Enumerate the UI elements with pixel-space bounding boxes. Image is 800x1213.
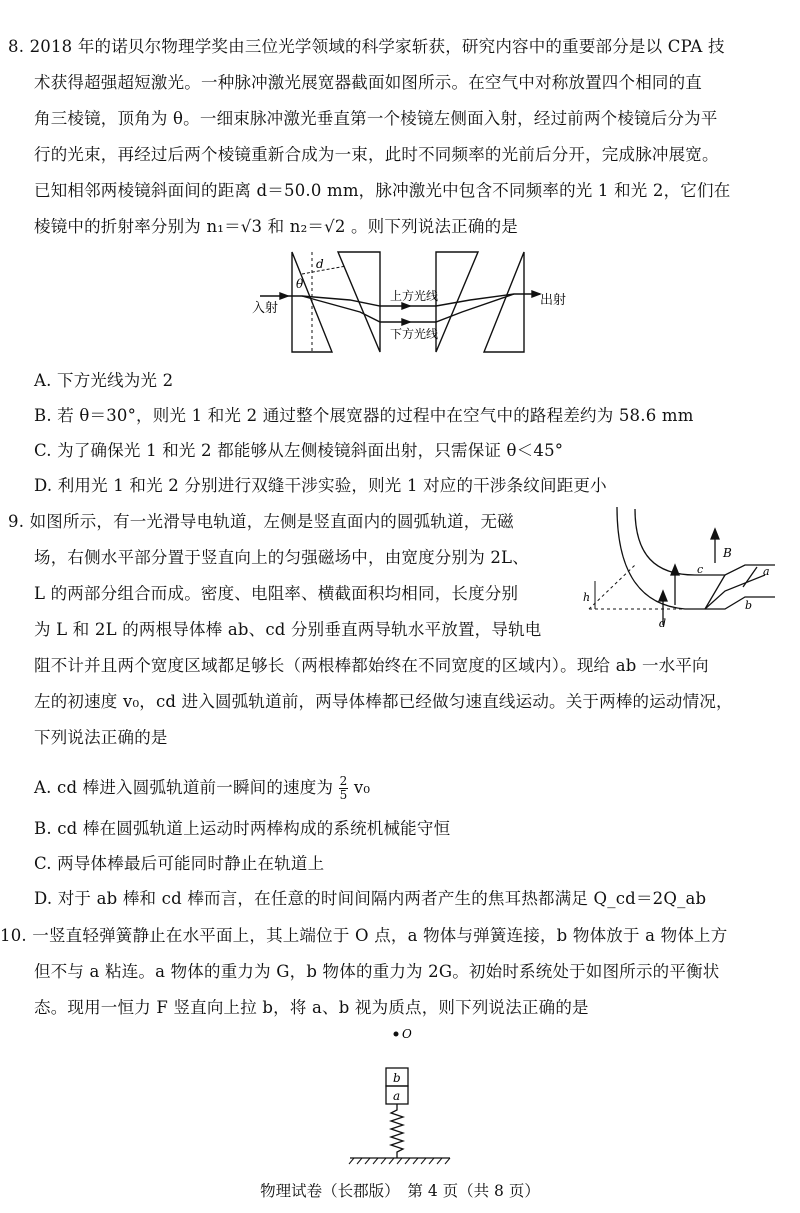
q9-line-7: 下列说法正确的是 bbox=[34, 728, 168, 747]
label-c: c bbox=[697, 563, 704, 576]
q8-prism-figure bbox=[250, 248, 570, 360]
q8-option-a: A. 下方光线为光 2 bbox=[34, 371, 174, 390]
label-d: d bbox=[659, 617, 667, 630]
label-d: d bbox=[316, 257, 324, 271]
page-footer: 物理试卷（长郡版） 第 4 页（共 8 页） bbox=[260, 1182, 540, 1200]
q9-line-2: 场，右侧水平部分置于竖直向上的匀强磁场中，由宽度分别为 2L、 bbox=[34, 548, 529, 567]
arc-track-left bbox=[617, 507, 765, 609]
fraction bbox=[339, 775, 349, 802]
fraction-numerator: 2 bbox=[339, 774, 348, 788]
q8-line-6: 棱镜中的折射率分别为 n₁＝√3 和 n₂＝√2 。则下列说法正确的是 bbox=[34, 217, 518, 236]
point-o bbox=[394, 1032, 399, 1037]
q9-option-a-suffix: v₀ bbox=[353, 778, 371, 797]
q9-option-b: B. cd 棒在圆弧轨道上运动时两棒构成的系统机械能守恒 bbox=[34, 819, 451, 838]
q8-option-c: C. 为了确保光 1 和光 2 都能够从左侧棱镜斜面出射，只需保证 θ＜45° bbox=[34, 441, 564, 460]
q9-line-6: 左的初速度 v₀，cd 进入圆弧轨道前，两导体棒都已经做匀速直线运动。关于两棒的运动情况， bbox=[34, 692, 733, 711]
fraction-denominator: 5 bbox=[339, 788, 348, 802]
label-out: 出射 bbox=[540, 293, 567, 308]
q8-option-d: D. 利用光 1 和光 2 分别进行双缝干涉实验，则光 1 对应的干涉条纹间距更小 bbox=[34, 476, 607, 495]
arc-track-right bbox=[635, 509, 775, 575]
q8-line-3: 角三棱镜，顶角为 θ。一细束脉冲激光垂直第一个棱镜左侧面入射，经过前两个棱镜后分为平 bbox=[34, 109, 718, 128]
q10-line-1: 10. 一竖直轻弹簧静止在水平面上，其上端位于 O 点，a 物体与弹簧连接，b 物体放于 a 物体上方 bbox=[0, 926, 728, 945]
label-O: O bbox=[402, 1027, 412, 1041]
q9-option-a bbox=[34, 775, 370, 802]
q9-rail-figure bbox=[575, 505, 780, 630]
label-a: a bbox=[763, 565, 770, 578]
label-h: h bbox=[583, 591, 591, 604]
q8-line-1: 8. 2018 年的诺贝尔物理学奖由三位光学领域的科学家斩获，研究内容中的重要部分是以 CPA 技 bbox=[8, 37, 725, 56]
q8-line-4: 行的光束，再经过后两个棱镜重新合成为一束，此时不同频率的光前后分开，完成脉冲展宽。 bbox=[34, 145, 719, 164]
q10-spring-figure bbox=[340, 1024, 460, 1170]
q8-line-2: 术获得超强超短激光。一种脉冲激光展宽器截面如图所示。在空气中对称放置四个相同的直 bbox=[34, 73, 702, 92]
q9-option-d: D. 对于 ab 棒和 cd 棒而言，在任意的时间间隔内两者产生的焦耳热都满足 Q_cd＝2Q_ab bbox=[34, 889, 707, 908]
label-B: B bbox=[723, 546, 732, 560]
label-b-block: b bbox=[393, 1071, 401, 1085]
label-a-block: a bbox=[393, 1089, 401, 1103]
q10-line-2: 但不与 a 粘连。a 物体的重力为 G，b 物体的重力为 2G。初始时系统处于如图所示的平衡状 bbox=[34, 962, 720, 981]
q8-line-5: 已知相邻两棱镜斜面间的距离 d＝50.0 mm，脉冲激光中包含不同频率的光 1 和光 2，它们在 bbox=[34, 181, 731, 200]
label-in: 入射 bbox=[252, 301, 279, 316]
q9-line-4: 为 L 和 2L 的两根导体棒 ab、cd 分别垂直两导轨水平放置，导轨电 bbox=[34, 620, 542, 639]
q9-option-c: C. 两导体棒最后可能同时静止在轨道上 bbox=[34, 854, 325, 873]
label-lower-beam: 下方光线 bbox=[390, 327, 439, 341]
q9-line-1: 9. 如图所示，有一光滑导电轨道，左侧是竖直面内的圆弧轨道，无磁 bbox=[8, 512, 514, 531]
label-upper-beam: 上方光线 bbox=[390, 289, 439, 303]
q10-line-3: 态。现用一恒力 F 竖直向上拉 b，将 a、b 视为质点，则下列说法正确的是 bbox=[34, 998, 589, 1017]
spring bbox=[391, 1104, 403, 1158]
q8-option-b: B. 若 θ＝30°，则光 1 和光 2 通过整个展宽器的过程中在空气中的路程差约为 58.6 mm bbox=[34, 406, 694, 425]
q9-line-3: L 的两部分组合而成。密度、电阻率、横截面积均相同，长度分别 bbox=[34, 584, 519, 603]
q9-option-a-prefix: A. cd 棒进入圆弧轨道前一瞬间的速度为 bbox=[34, 778, 334, 797]
q9-line-5: 阻不计并且两个宽度区域都足够长（两根棒都始终在不同宽度的区域内）。现给 ab 一水平向 bbox=[34, 656, 709, 675]
label-b: b bbox=[745, 599, 753, 612]
label-theta: θ bbox=[296, 277, 304, 291]
